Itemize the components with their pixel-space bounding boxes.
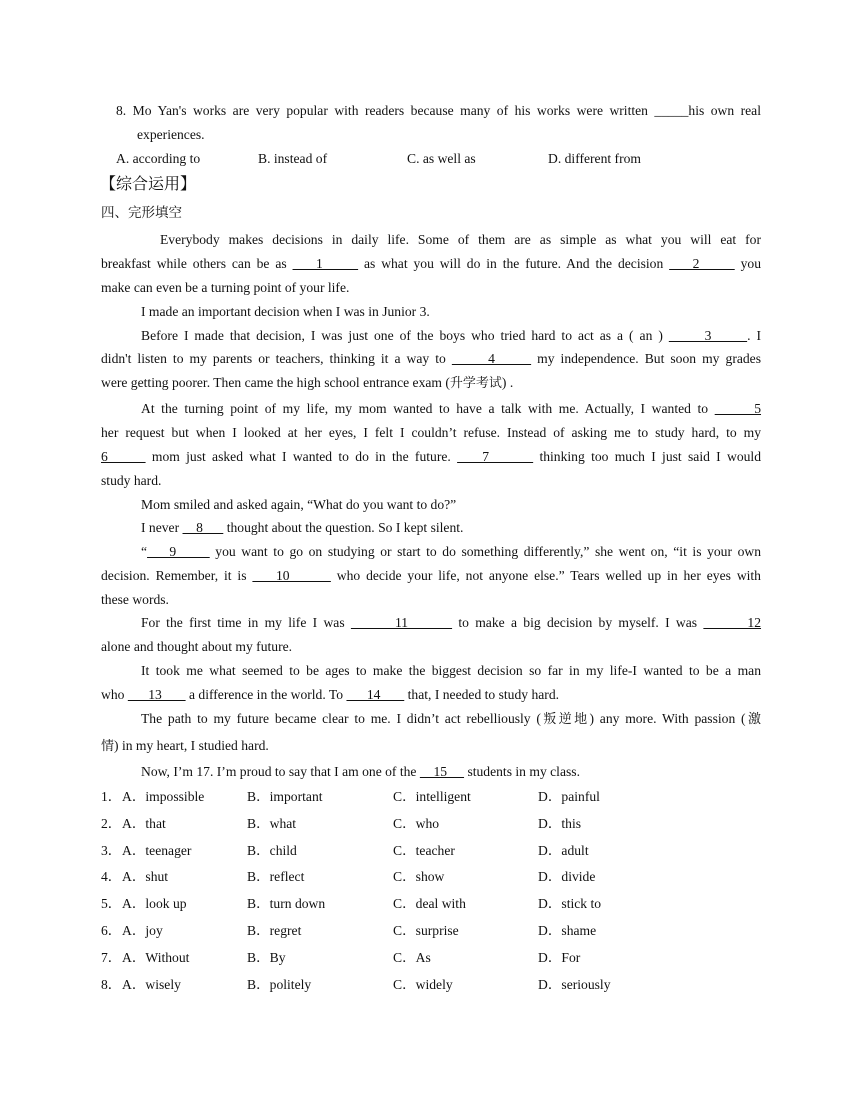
passage-p3-line3: were getting poorer. Then came the high school entrance exam (升学考试) . <box>101 375 514 391</box>
blank-7: 7 <box>457 449 534 464</box>
option-d: D．For <box>538 950 581 965</box>
passage-p10-line2: 情) in my heart, I studied hard. <box>101 738 269 754</box>
q8-stem-line1: 8. Mo Yan's works are very popular with readers because many of his works were written _____his own real <box>116 103 761 118</box>
option-c: C．widely <box>393 977 453 992</box>
option-d: D．divide <box>538 869 596 884</box>
passage-p5: Mom smiled and asked again, “What do you want to do?” <box>141 497 457 512</box>
option-c: C．who <box>393 816 440 831</box>
option-b: B．regret <box>247 923 302 938</box>
blank-10: 10 <box>252 568 331 583</box>
passage-p4-line2: her request but when I looked at her eyes, I felt I couldn’t refuse. Instead of asking me to study hard, to my <box>101 425 761 440</box>
blank-15: 15 <box>419 764 465 779</box>
option-c: C．As <box>393 950 431 965</box>
blank-9: 9 <box>147 544 210 559</box>
blank-5: 5 <box>714 401 762 416</box>
blank-13: 13 <box>127 687 186 702</box>
q8-option-d: D. different from <box>548 151 641 166</box>
passage-p4-line4: study hard. <box>101 473 162 488</box>
blank-12: 12 <box>703 615 762 630</box>
section-title: 四、完形填空 <box>101 205 182 221</box>
q8-option-a: A. according to <box>116 151 201 166</box>
option-b: B．reflect <box>247 869 305 884</box>
q8-option-b: B. instead of <box>258 151 328 166</box>
option-b: B．important <box>247 789 323 804</box>
q8-stem-line2: experiences. <box>137 127 205 142</box>
passage-p9-line2: who 13 a difference in the world. To 14 that, I needed to study hard. <box>101 687 560 702</box>
option-d: D．shame <box>538 923 597 938</box>
passage-p11: Now, I’m 17. I’m proud to say that I am one of the 15 students in my class. <box>141 764 580 779</box>
option-a: A．wisely <box>122 977 181 992</box>
option-a: A．shut <box>122 869 169 884</box>
passage-p1-line1: Everybody makes decisions in daily life. Some of them are as simple as what you will eat for <box>160 232 761 247</box>
passage-p4-line3: 6 mom just asked what I wanted to do in the future. 7 thinking too much I just said I would <box>101 449 761 464</box>
passage-p6: I never 8 thought about the question. So I kept silent. <box>141 520 464 535</box>
passage-p9-line1: It took me what seemed to be ages to make the biggest decision so far in my life-I wanted to be a man <box>141 663 761 678</box>
option-d: D．painful <box>538 789 600 804</box>
passage-p8-line1: For the first time in my life I was 11 to make a big decision by myself. I was 12 <box>141 615 762 630</box>
passage-p4-line1: At the turning point of my life, my mom wanted to have a talk with me. Actually, I wanted to 5 <box>141 401 762 416</box>
option-c: C．intelligent <box>393 789 471 804</box>
option-c: C．deal with <box>393 896 466 911</box>
option-b: B．turn down <box>247 896 326 911</box>
option-d: D．this <box>538 816 582 831</box>
document-page: 8. Mo Yan's works are very popular with readers because many of his works were written _____his own real experiences. A. according to B. instead of C. as well as D. different from 【综合运用】 四、完形填空 Everybody makes decisions in daily life. Some of them are as simple as what you will eat for breakfast while others can be as 1 as what you will do in the future. And the decision 2 you make can even be a turning point of your life. I made an important decision when I was in Junior 3. Before I made that decision, I was just one of the boys who tried hard to act as a ( an ) 3 . I didn't listen to my parents or teachers, thinking it a way to 4 my independence. But soon my grades were getting poorer. Then came the high school entrance exam (升学考试) . At the turning point of my life, my mom wanted to have a talk with me. Actually, I wanted to 5 her request but when I looked at her eyes, I felt I couldn’t refuse. Instead of asking me to study hard, to my 6 mom just asked what I wanted to do in the future. 7 thinking too much I just said I would study hard. Mom smiled and asked again, “What do you want to do?” I never 8 thought about the question. So I kept silent. “ 9 you want to go on studying or start to do something differently,” she went on, “it is your own decision. Remember, it is 10 who decide your life, not anyone else.” Tears welled up in her eyes with these words. For the first time in my life I was 11 to make a big decision by myself. I was 12 alone and thought about my future. It took me what seemed to be ages to make the biggest decision so far in my life-I wanted to be a man who 13 a difference in the world. To 14 that, I needed to study hard. The path to my future became clear to me. I didn’t act rebelliously (叛逆地) any more. With passion (激 情) in my heart, I studied hard. Now, I’m 17. I’m proud to say that I am one of the 15 students in my class. 1． A．impossible B．important C．intelligent D．painful 2． A．that B．what C．who D．this 3． A．teenager B．child C．teacher D．adult 4． A．shut B．reflect C．show D．divide 5． A．look up B．turn down C．deal with D．stick to 6． A．joy B．regret C．surprise D．shame 7． A．Without B．By C．As D．For 8． A．wisely B．politely C．widely D．seriously <box>0 0 860 1113</box>
passage-p7-line1: “ 9 you want to go on studying or start to do something differently,” she went on, “it is your own <box>141 544 762 559</box>
passage-p3-line2: didn't listen to my parents or teachers, thinking it a way to 4 my independence. But soon my grades <box>101 351 761 366</box>
option-b: B．what <box>247 816 297 831</box>
blank-2: 2 <box>669 256 735 271</box>
section-heading: 【综合运用】 <box>100 174 197 193</box>
option-c: C．show <box>393 869 445 884</box>
passage-p1-line2: breakfast while others can be as 1 as what you will do in the future. And the decision 2 you <box>101 256 761 271</box>
passage-p7-line2: decision. Remember, it is 10 who decide your life, not anyone else.” Tears welled up in her eyes with <box>101 568 761 583</box>
option-c: C．teacher <box>393 843 455 858</box>
blank-6: 6 <box>101 449 146 464</box>
option-a: A．teenager <box>122 843 192 858</box>
passage-p2: I made an important decision when I was in Junior 3. <box>141 304 430 319</box>
option-b: B．child <box>247 843 297 858</box>
blank-11: 11 <box>350 615 453 630</box>
passage-p7-line3: these words. <box>101 592 169 607</box>
passage-p10-line1: The path to my future became clear to me. I didn’t act rebelliously (叛逆地) any more. With passion (激 <box>141 711 761 727</box>
blank-1: 1 <box>292 256 359 271</box>
option-d: D．stick to <box>538 896 602 911</box>
q8-option-c: C. as well as <box>407 151 476 166</box>
option-d: D．adult <box>538 843 589 858</box>
option-a: A．look up <box>122 896 187 911</box>
option-a: A．joy <box>122 923 163 938</box>
option-b: B．politely <box>247 977 312 992</box>
option-a: A．that <box>122 816 166 831</box>
blank-14: 14 <box>346 687 405 702</box>
blank-4: 4 <box>451 351 532 366</box>
option-c: C．surprise <box>393 923 459 938</box>
passage-p8-line2: alone and thought about my future. <box>101 639 293 654</box>
passage-p3-line1: Before I made that decision, I was just one of the boys who tried hard to act as a ( an ) 3 . I <box>141 328 762 343</box>
option-d: D．seriously <box>538 977 611 992</box>
blank-8: 8 <box>182 520 224 535</box>
blank-3: 3 <box>668 328 748 343</box>
option-b: B．By <box>247 950 286 965</box>
option-a: A．Without <box>122 950 190 965</box>
passage-p1-line3: make can even be a turning point of your life. <box>101 280 350 295</box>
option-a: A．impossible <box>122 789 205 804</box>
